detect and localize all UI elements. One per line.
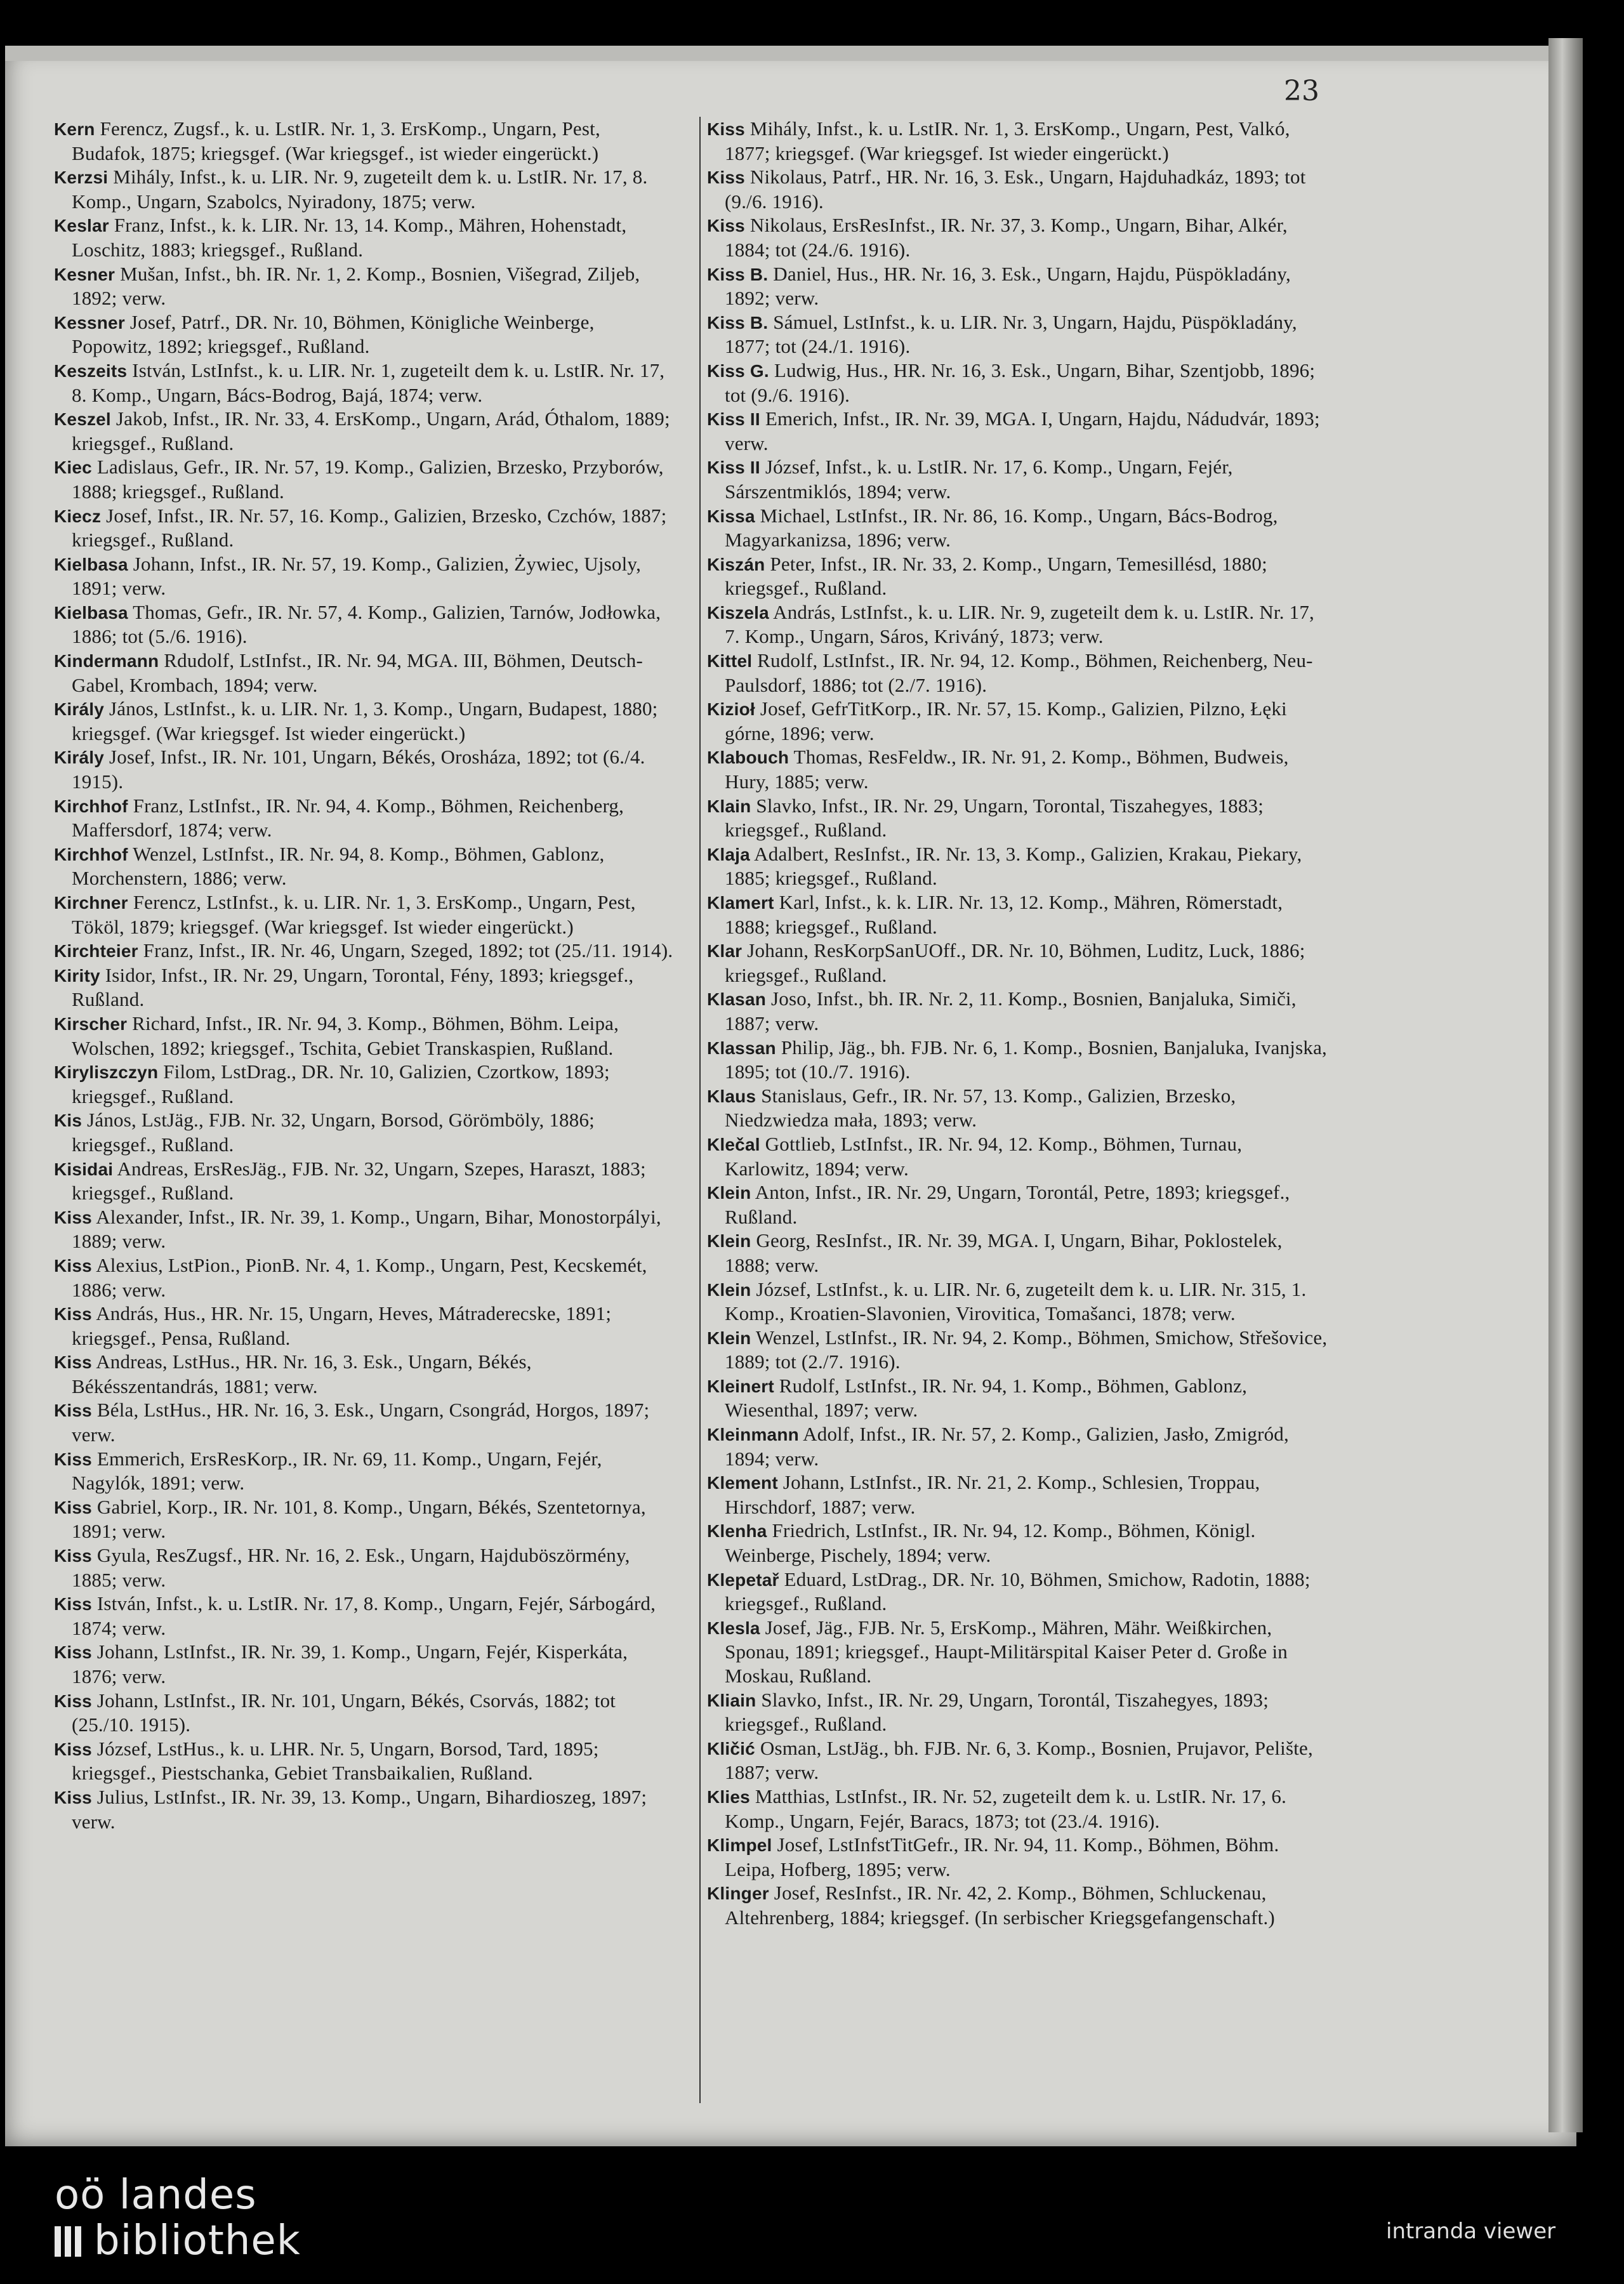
entry-details: Anton, Infst., IR. Nr. 29, Ungarn, Torontál, Petre, 1893; kriegsgef., Rußland. <box>725 1181 1290 1228</box>
entry-details: Osman, LstJäg., bh. FJB. Nr. 6, 3. Komp., Bosnien, Prujavor, Pelište, 1887; verw. <box>725 1736 1313 1784</box>
entry-surname: Kizioł <box>707 699 755 720</box>
entry-details: József, Infst., k. u. LstIR. Nr. 17, 6. Komp., Ungarn, Fejér, Sárszentmiklós, 1894; verw. <box>725 456 1233 503</box>
entry-details: Franz, Infst., IR. Nr. 46, Ungarn, Szeged, 1892; tot (25./11. 1914). <box>138 939 673 962</box>
list-item <box>54 1012 677 1060</box>
entry-details: János, LstJäg., FJB. Nr. 32, Ungarn, Borsod, Görömböly, 1886; kriegsgef., Rußland. <box>72 1109 595 1156</box>
list-item <box>707 552 1330 600</box>
entry-details: Nikolaus, ErsResInfst., IR. Nr. 37, 3. Komp., Ungarn, Bihar, Alkér, 1884; tot (24./6. 1916). <box>725 214 1288 261</box>
entry-surname: Kiss G. <box>707 360 769 381</box>
entry-details: Filom, LstDrag., DR. Nr. 10, Galizien, Czortkow, 1893; kriegsgef., Rußland. <box>72 1060 610 1107</box>
list-item <box>54 359 677 407</box>
entry-details: Matthias, LstInfst., IR. Nr. 52, zugeteilt dem k. u. LstIR. Nr. 17, 6. Komp., Ungarn, Fejér, Baracs, 1873; tot (23./4. 1916). <box>725 1785 1287 1832</box>
list-item <box>707 1422 1330 1470</box>
page-number: 23 <box>1284 75 1319 107</box>
entry-surname: Kiszela <box>707 602 769 623</box>
list-item <box>707 1616 1330 1688</box>
list-item <box>707 213 1330 261</box>
entry-surname: Kiss <box>54 1691 92 1711</box>
list-item <box>54 1543 677 1592</box>
entry-details: Nikolaus, Patrf., HR. Nr. 16, 3. Esk., Ungarn, Hajduhadkáz, 1893; tot (9./6. 1916). <box>725 166 1306 213</box>
entry-details: Karl, Infst., k. k. LIR. Nr. 13, 12. Komp., Mähren, Römerstadt, 1888; kriegsgef., Rußland. <box>725 891 1283 938</box>
entry-details: Eduard, LstDrag., DR. Nr. 10, Böhmen, Smichow, Radotin, 1888; kriegsgef., Rußland. <box>725 1568 1310 1615</box>
entry-details: Isidor, Infst., IR. Nr. 29, Ungarn, Torontal, Fény, 1893; kriegsgef., Rußland. <box>72 963 634 1011</box>
entry-details: Richard, Infst., IR. Nr. 94, 3. Komp., Böhmen, Böhm. Leipa, Wolschen, 1892; kriegsgef., Tschita, Gebiet Transkaspien, Rußland. <box>72 1012 619 1059</box>
entry-surname: Kiss <box>54 1642 92 1663</box>
entry-surname: Klassan <box>707 1038 776 1058</box>
entry-surname: Király <box>54 748 105 768</box>
entry-details: Jakob, Infst., IR. Nr. 33, 4. ErsKomp., Ungarn, Arád, Óthalom, 1889; kriegsgef., Rußland. <box>72 407 670 454</box>
entry-details: Josef, ResInfst., IR. Nr. 42, 2. Komp., Böhmen, Schluckenau, Altehrenberg, 1884; kriegsgef. (In serbischer Kriegsgefangenschaft.) <box>725 1882 1275 1929</box>
entry-details: Béla, LstHus., HR. Nr. 16, 3. Esk., Ungarn, Csongrád, Horgos, 1897; verw. <box>72 1399 650 1446</box>
scanned-page <box>5 46 1576 2146</box>
entry-surname: Kiss <box>54 1546 92 1566</box>
entry-details: Rdudolf, LstInfst., IR. Nr. 94, MGA. III, Böhmen, Deutsch-Gabel, Krombach, 1894; verw. <box>72 649 643 696</box>
list-item <box>707 794 1330 842</box>
entry-details: Gyula, ResZugsf., HR. Nr. 16, 2. Esk., Ungarn, Hajduböszörmény, 1885; verw. <box>72 1544 630 1591</box>
entry-surname: Kleinmann <box>707 1425 799 1445</box>
entry-details: Friedrich, LstInfst., IR. Nr. 94, 12. Komp., Böhmen, Königl. Weinberge, Pischely, 1894; verw. <box>725 1519 1256 1567</box>
right-column <box>707 117 1330 1930</box>
entry-surname: Kiryliszczyn <box>54 1062 159 1083</box>
list-item <box>707 890 1330 939</box>
entry-details: Slavko, Infst., IR. Nr. 29, Ungarn, Torontál, Tiszahegyes, 1893; kriegsgef., Rußland. <box>725 1688 1269 1736</box>
entry-surname: Kiss <box>54 1255 92 1276</box>
list-item <box>54 1592 677 1640</box>
entry-surname: Kiszán <box>707 554 765 574</box>
entry-surname: Klein <box>707 1183 751 1203</box>
entry-details: Josef, Infst., IR. Nr. 101, Ungarn, Békés, Orosháza, 1892; tot (6./4. 1915). <box>72 746 645 793</box>
entry-details: János, LstInfst., k. u. LIR. Nr. 1, 3. Komp., Ungarn, Budapest, 1880; kriegsgef. (War kriegsgef. Ist wieder eingerückt.) <box>72 697 658 744</box>
entry-details: Julius, LstInfst., IR. Nr. 39, 13. Komp., Ungarn, Bihardioszeg, 1897; verw. <box>72 1785 647 1833</box>
list-item <box>54 1302 677 1350</box>
entry-details: István, LstInfst., k. u. LIR. Nr. 1, zugeteilt dem k. u. LstIR. Nr. 17, 8. Komp., Ungarn, Bács-Bodrog, Bajá, 1874; verw. <box>72 359 665 406</box>
list-item <box>707 1132 1330 1180</box>
list-item <box>54 1108 677 1156</box>
entry-surname: Klenha <box>707 1521 767 1541</box>
entry-surname: Kiss <box>54 1739 92 1759</box>
entry-details: Josef, Jäg., FJB. Nr. 5, ErsKomp., Mähren, Mähr. Weißkirchen, Sponau, 1891; kriegsgef., Haupt-Militärspital Kaiser Peter d. Große in Moskau, Rußland. <box>725 1616 1288 1687</box>
entry-surname: Kiss <box>54 1787 92 1807</box>
entry-details: Andreas, LstHus., HR. Nr. 16, 3. Esk., Ungarn, Békés, Békésszentandrás, 1881; verw. <box>72 1350 532 1397</box>
list-item <box>54 1060 677 1108</box>
list-item <box>707 262 1330 310</box>
entry-details: Johann, LstInfst., IR. Nr. 21, 2. Komp., Schlesien, Troppau, Hirschdorf, 1887; verw. <box>725 1471 1260 1518</box>
entry-surname: Klies <box>707 1786 750 1807</box>
entry-surname: Kiss <box>707 216 745 236</box>
entry-surname: Klabouch <box>707 748 789 768</box>
library-logo-text: bibliothek <box>94 2217 301 2264</box>
entry-details: Josef, Patrf., DR. Nr. 10, Böhmen, Königliche Weinberge, Popowitz, 1892; kriegsgef., Rußland. <box>72 310 595 358</box>
entry-surname: Kiss <box>54 1352 92 1373</box>
entry-surname: Kiec <box>54 458 92 478</box>
list-item <box>707 310 1330 359</box>
list-item <box>54 745 677 793</box>
entry-surname: Klimpel <box>707 1835 772 1856</box>
entry-surname: Klepetař <box>707 1569 779 1590</box>
entry-surname: Klamert <box>707 893 774 913</box>
entry-surname: Kesner <box>54 264 116 284</box>
entry-details: Rudolf, LstInfst., IR. Nr. 94, 12. Komp., Böhmen, Reichenberg, Neu-Paulsdorf, 1886; tot (2./7. 1916). <box>725 649 1313 696</box>
entry-details: Johann, Infst., IR. Nr. 57, 19. Komp., Galizien, Żywiec, Ujsoly, 1891; verw. <box>72 552 642 600</box>
list-item <box>707 1688 1330 1736</box>
entry-surname: Kirscher <box>54 1013 128 1034</box>
list-item <box>54 262 677 310</box>
entry-details: Slavko, Infst., IR. Nr. 29, Ungarn, Torontal, Tiszahegyes, 1883; kriegsgef., Rußland. <box>725 794 1264 842</box>
list-item <box>54 794 677 842</box>
list-item <box>707 1326 1330 1374</box>
entry-details: Alexander, Infst., IR. Nr. 39, 1. Komp., Ungarn, Bihar, Monostorpályi, 1889; verw. <box>72 1205 661 1253</box>
list-item <box>54 1253 677 1302</box>
list-item <box>707 504 1330 552</box>
page-edge <box>1548 38 1583 2132</box>
entry-surname: Kissa <box>707 506 755 526</box>
entry-details: Franz, Infst., k. k. LIR. Nr. 13, 14. Komp., Mähren, Hohenstadt, Loschitz, 1883; kriegsgef., Rußland. <box>72 214 627 261</box>
list-item <box>54 1785 677 1833</box>
entry-details: Ferencz, Zugsf., k. u. LstIR. Nr. 1, 3. ErsKomp., Ungarn, Pest, Budafok, 1875; kriegsgef. (War kriegsgef., ist wieder eingerückt.) <box>72 117 600 164</box>
entry-surname: Klečal <box>707 1134 760 1154</box>
entry-surname: Klement <box>707 1473 778 1493</box>
entry-surname: Kielbasa <box>54 554 128 574</box>
list-item <box>54 939 677 963</box>
entry-surname: Kirchner <box>54 893 128 913</box>
list-item <box>54 1447 677 1495</box>
entry-surname: Kirity <box>54 965 100 986</box>
list-item <box>54 455 677 503</box>
list-item <box>707 1036 1330 1084</box>
list-item <box>54 1157 677 1205</box>
entry-details: Alexius, LstPion., PionB. Nr. 4, 1. Komp., Ungarn, Pest, Kecskemét, 1886; verw. <box>72 1253 647 1301</box>
entry-surname: Kis <box>54 1111 83 1131</box>
entry-details: Mušan, Infst., bh. IR. Nr. 1, 2. Komp., Bosnien, Višegrad, Ziljeb, 1892; verw. <box>72 262 640 310</box>
logo-bars-icon <box>55 2217 85 2264</box>
list-item <box>54 213 677 261</box>
page-top-strip <box>5 46 1576 61</box>
entry-details: Andreas, ErsResJäg., FJB. Nr. 32, Ungarn, Szepes, Haraszt, 1883; kriegsgef., Rußland. <box>72 1157 646 1205</box>
entry-surname: Kiss <box>707 119 745 139</box>
entry-details: Thomas, Gefr., IR. Nr. 57, 4. Komp., Galizien, Tarnów, Jodłowka, 1886; tot (5./6. 1916). <box>72 600 661 648</box>
entry-details: Adolf, Infst., IR. Nr. 57, 2. Komp., Galizien, Jasło, Zmigród, 1894; verw. <box>725 1423 1289 1470</box>
list-item <box>54 963 677 1012</box>
entry-surname: Klar <box>707 941 743 961</box>
list-item <box>707 1519 1330 1567</box>
list-item <box>54 1640 677 1688</box>
column-divider <box>699 117 701 2103</box>
entry-details: Josef, LstInfstTitGefr., IR. Nr. 94, 11. Komp., Böhmen, Böhm. Leipa, Hofberg, 1895; verw. <box>725 1833 1279 1880</box>
list-item <box>707 1277 1330 1326</box>
list-item <box>707 1229 1330 1277</box>
entry-details: Wenzel, LstInfst., IR. Nr. 94, 8. Komp., Böhmen, Gablonz, Morchenstern, 1886; verw. <box>72 842 605 890</box>
entry-details: Josef, GefrTitKorp., IR. Nr. 57, 15. Komp., Galizien, Pilzno, Łęki górne, 1896; verw. <box>725 697 1287 744</box>
list-item <box>54 1398 677 1446</box>
list-item <box>707 697 1330 745</box>
entry-details: Johann, LstInfst., IR. Nr. 39, 1. Komp., Ungarn, Fejér, Kisperkáta, 1876; verw. <box>72 1640 628 1687</box>
entry-surname: Klain <box>707 796 751 816</box>
entry-surname: Kiss II <box>707 409 760 430</box>
entry-surname: Kirchhof <box>54 844 128 864</box>
entry-surname: Kiss <box>54 1207 92 1227</box>
entry-surname: Klein <box>707 1279 751 1300</box>
entry-surname: Kiss B. <box>707 312 769 333</box>
entry-details: Peter, Infst., IR. Nr. 33, 2. Komp., Ungarn, Temesillésd, 1880; kriegsgef., Rußland. <box>725 552 1267 600</box>
entry-surname: Keslar <box>54 216 109 236</box>
entry-surname: Kiss <box>54 1449 92 1469</box>
list-item <box>707 407 1330 455</box>
list-item <box>707 455 1330 503</box>
list-item <box>54 697 677 745</box>
entry-surname: Kiss II <box>707 458 760 478</box>
list-item <box>707 939 1330 987</box>
entry-details: Mihály, Infst., k. u. LstIR. Nr. 1, 3. ErsKomp., Ungarn, Pest, Valkó, 1877; kriegsgef. (War kriegsgef. Ist wieder eingerückt.) <box>725 117 1290 164</box>
list-item <box>54 1689 677 1737</box>
list-item <box>54 842 677 890</box>
entry-surname: Kličić <box>707 1738 755 1759</box>
entry-surname: Kiecz <box>54 506 102 526</box>
list-item <box>707 1785 1330 1833</box>
entry-surname: Kiss <box>54 1497 92 1517</box>
entry-surname: Klasan <box>707 989 767 1010</box>
list-item <box>54 552 677 600</box>
entry-details: Joso, Infst., bh. IR. Nr. 2, 11. Komp., Bosnien, Banjaluka, Simiči, 1887; verw. <box>725 987 1297 1034</box>
entry-surname: Kerzsi <box>54 168 109 188</box>
list-item <box>707 1084 1330 1132</box>
entry-surname: Kliain <box>707 1690 756 1710</box>
list-item <box>707 1833 1330 1881</box>
entry-details: Adalbert, ResInfst., IR. Nr. 13, 3. Komp., Galizien, Krakau, Piekary, 1885; kriegsgef., Rußland. <box>725 842 1302 890</box>
entry-details: Michael, LstInfst., IR. Nr. 86, 16. Komp., Ungarn, Bács-Bodrog, Magyarkanizsa, 1896; verw. <box>725 504 1278 551</box>
list-item <box>54 165 677 213</box>
entry-details: Wenzel, LstInfst., IR. Nr. 94, 2. Komp., Böhmen, Smichow, Střešovice, 1889; tot (2./7. 1916). <box>725 1326 1328 1373</box>
entry-surname: Klesla <box>707 1618 760 1638</box>
entry-surname: Keszel <box>54 409 111 430</box>
entry-surname: Kleinert <box>707 1376 774 1396</box>
list-item <box>54 504 677 552</box>
entry-details: András, Hus., HR. Nr. 15, Ungarn, Heves, Mátraderecske, 1891; kriegsgef., Pensa, Rußland. <box>72 1302 612 1349</box>
entry-surname: Kindermann <box>54 651 159 671</box>
entry-surname: Kiss <box>54 1594 92 1614</box>
list-item <box>707 165 1330 213</box>
entry-details: Emmerich, ErsResKorp., IR. Nr. 69, 11. Komp., Ungarn, Fejér, Nagylók, 1891; verw. <box>72 1447 602 1495</box>
entry-details: Ferencz, LstInfst., k. u. LIR. Nr. 1, 3. ErsKomp., Ungarn, Pest, Tököl, 1879; kriegsgef. (War kriegsgef. Ist wieder eingerückt.) <box>72 891 636 938</box>
entry-surname: Király <box>54 699 105 720</box>
library-logo-line2 <box>55 2217 301 2264</box>
entry-details: Gottlieb, LstInfst., IR. Nr. 94, 12. Komp., Böhmen, Turnau, Karlowitz, 1894; verw. <box>725 1132 1243 1180</box>
entry-details: Mihály, Infst., k. u. LIR. Nr. 9, zugeteilt dem k. u. LstIR. Nr. 17, 8. Komp., Ungarn, Szabolcs, Nyiradony, 1875; verw. <box>72 166 648 213</box>
list-item <box>54 117 677 165</box>
list-item <box>707 842 1330 890</box>
library-logo-line1: oö landes <box>55 2172 257 2219</box>
entry-details: József, LstHus., k. u. LHR. Nr. 5, Ungarn, Borsod, Tard, 1895; kriegsgef., Piestschanka, Gebiet Transbaikalien, Rußland. <box>72 1737 599 1785</box>
entry-details: Ladislaus, Gefr., IR. Nr. 57, 19. Komp., Galizien, Brzesko, Przyborów, 1888; kriegsgef., Rußland. <box>72 456 664 503</box>
list-item <box>54 890 677 939</box>
list-item <box>54 600 677 649</box>
entry-surname: Klinger <box>707 1884 769 1904</box>
entry-details: Gabriel, Korp., IR. Nr. 101, 8. Komp., Ungarn, Békés, Szentetornya, 1891; verw. <box>72 1495 646 1543</box>
list-item <box>707 359 1330 407</box>
list-item <box>54 407 677 455</box>
list-item <box>707 600 1330 649</box>
entry-surname: Kern <box>54 119 95 139</box>
entry-details: Franz, LstInfst., IR. Nr. 94, 4. Komp., Böhmen, Reichenberg, Maffersdorf, 1874; verw. <box>72 794 624 842</box>
entry-surname: Kirchhof <box>54 796 128 816</box>
list-item <box>707 1470 1330 1519</box>
list-item <box>54 1350 677 1398</box>
entry-surname: Kessner <box>54 312 125 333</box>
list-item <box>707 117 1330 165</box>
entry-surname: Keszeits <box>54 360 128 381</box>
entry-surname: Klein <box>707 1231 751 1251</box>
list-item <box>707 1374 1330 1422</box>
viewer-label: intranda viewer <box>1386 2219 1556 2244</box>
entry-details: Josef, Infst., IR. Nr. 57, 16. Komp., Galizien, Brzesko, Czchów, 1887; kriegsgef., Rußland. <box>72 504 667 551</box>
list-item <box>707 1180 1330 1229</box>
list-item <box>54 1205 677 1253</box>
entry-details: András, LstInfst., k. u. LIR. Nr. 9, zugeteilt dem k. u. LstIR. Nr. 17, 7. Komp., Ungarn, Sáros, Kriváný, 1873; verw. <box>725 600 1314 648</box>
list-item <box>707 1881 1330 1929</box>
list-item <box>707 649 1330 697</box>
list-item <box>707 987 1330 1035</box>
entry-surname: Kiss <box>54 1401 92 1421</box>
list-item <box>707 1736 1330 1785</box>
entry-details: Daniel, Hus., HR. Nr. 16, 3. Esk., Ungarn, Hajdu, Püspökladány, 1892; verw. <box>725 262 1291 310</box>
entry-surname: Klaus <box>707 1086 756 1106</box>
entry-surname: Kiss B. <box>707 264 769 284</box>
entry-surname: Kielbasa <box>54 602 128 623</box>
entry-details: Sámuel, LstInfst., k. u. LIR. Nr. 3, Ungarn, Hajdu, Püspökladány, 1877; tot (24./1. 1916). <box>725 310 1297 358</box>
entry-details: Ludwig, Hus., HR. Nr. 16, 3. Esk., Ungarn, Bihar, Szentjobb, 1896; tot (9./6. 1916). <box>725 359 1316 406</box>
entry-surname: Klein <box>707 1328 751 1348</box>
entry-details: József, LstInfst., k. u. LIR. Nr. 6, zugeteilt dem k. u. LIR. Nr. 315, 1. Komp., Kroatien-Slavonien, Virovitica, Tomašanci, 1878; verw. <box>725 1277 1307 1325</box>
list-item <box>707 1568 1330 1616</box>
entry-details: Georg, ResInfst., IR. Nr. 39, MGA. I, Ungarn, Bihar, Poklostelek, 1888; verw. <box>725 1229 1283 1276</box>
list-item <box>54 1495 677 1543</box>
entry-details: Thomas, ResFeldw., IR. Nr. 91, 2. Komp., Böhmen, Budweis, Hury, 1885; verw. <box>725 746 1289 793</box>
entry-details: Johann, ResKorpSanUOff., DR. Nr. 10, Böhmen, Luditz, Luck, 1886; kriegsgef., Rußland. <box>725 939 1305 986</box>
list-item <box>54 649 677 697</box>
list-item <box>707 745 1330 793</box>
entry-details: Emerich, Infst., IR. Nr. 39, MGA. I, Ungarn, Hajdu, Nádudvár, 1893; verw. <box>725 407 1320 454</box>
list-item <box>54 310 677 359</box>
entry-surname: Kiss <box>54 1304 92 1324</box>
entry-surname: Klaja <box>707 844 750 864</box>
entry-details: István, Infst., k. u. LstIR. Nr. 17, 8. Komp., Ungarn, Fejér, Sárbogárd, 1874; verw. <box>72 1592 656 1639</box>
entry-details: Rudolf, LstInfst., IR. Nr. 94, 1. Komp., Böhmen, Gablonz, Wiesenthal, 1897; verw. <box>725 1374 1248 1422</box>
entry-details: Philip, Jäg., bh. FJB. Nr. 6, 1. Komp., Bosnien, Banjaluka, Ivanjska, 1895; tot (10./7. 1916). <box>725 1036 1327 1083</box>
entry-surname: Kirchteier <box>54 941 138 961</box>
entry-details: Stanislaus, Gefr., IR. Nr. 57, 13. Komp., Galizien, Brzesko, Niedzwiedza mała, 1893; verw. <box>725 1084 1236 1132</box>
entry-surname: Kittel <box>707 651 753 671</box>
entry-surname: Kisidai <box>54 1159 114 1179</box>
list-item <box>54 1737 677 1785</box>
entry-details: Johann, LstInfst., IR. Nr. 101, Ungarn, Békés, Csorvás, 1882; tot (25./10. 1915). <box>72 1689 616 1736</box>
entry-surname: Kiss <box>707 168 745 188</box>
left-column <box>54 117 677 1833</box>
